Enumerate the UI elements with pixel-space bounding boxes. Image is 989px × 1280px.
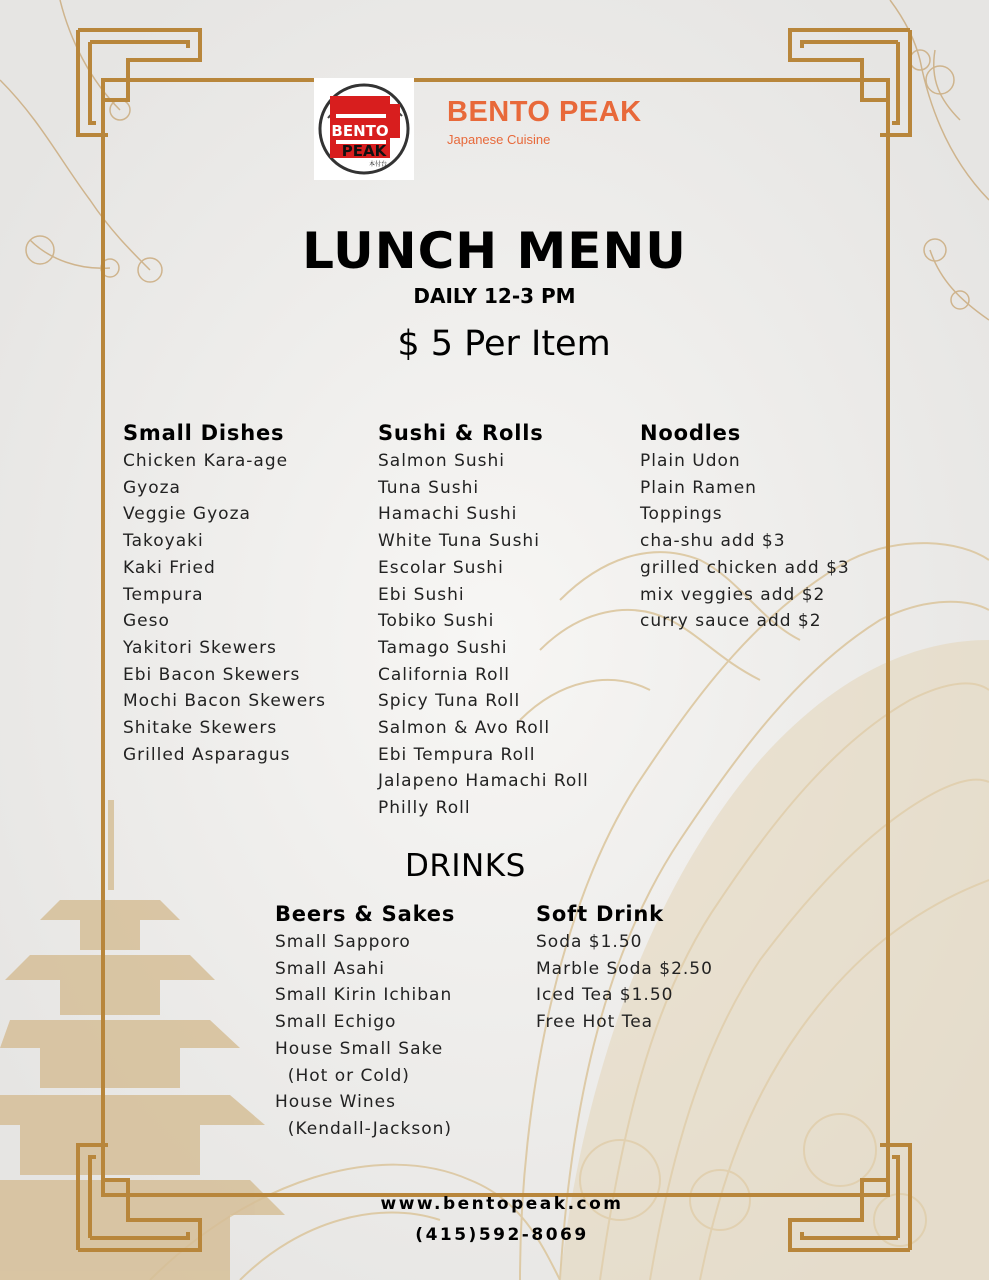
menu-item: Jalapeno Hamachi Roll <box>378 771 589 792</box>
svg-text:本付台: 本付台 <box>368 161 388 168</box>
drinks-heading: DRINKS <box>405 848 526 884</box>
section-sushi-rolls <box>378 418 589 822</box>
menu-item: House Small Sake <box>275 1038 444 1059</box>
menu-item: Geso <box>123 611 170 632</box>
bento-peak-logo <box>314 78 414 180</box>
section-heading: Small Dishes <box>123 421 285 445</box>
menu-item: Plain Udon <box>640 451 741 471</box>
menu-item-list <box>536 929 713 1036</box>
menu-item: Salmon & Avo Roll <box>378 718 551 739</box>
menu-item: Hamachi Sushi <box>378 504 518 525</box>
section-beers-sakes <box>275 899 455 1143</box>
menu-item: Soda $1.50 <box>536 932 643 952</box>
menu-item: curry sauce add $2 <box>640 611 822 632</box>
menu-item: White Tuna Sushi <box>378 531 540 552</box>
section-heading: Soft Drink <box>536 902 664 926</box>
menu-item: Yakitori Skewers <box>123 637 277 658</box>
menu-item: Free Hot Tea <box>536 1012 654 1033</box>
menu-item: grilled chicken add $3 <box>640 557 850 578</box>
menu-item: (Kendall-Jackson) <box>275 1118 452 1139</box>
menu-item: Kaki Fried <box>123 557 216 578</box>
section-heading: Sushi & Rolls <box>378 421 544 445</box>
menu-title: LUNCH MENU <box>302 222 687 280</box>
menu-item: Shitake Skewers <box>123 718 278 739</box>
brand-name: BENTO PEAK <box>447 96 642 128</box>
menu-item: Small Sapporo <box>275 932 411 952</box>
menu-item: Iced Tea $1.50 <box>536 985 674 1006</box>
menu-item: Ebi Tempura Roll <box>378 744 536 765</box>
menu-item: California Roll <box>378 664 511 685</box>
menu-item: (Hot or Cold) <box>275 1065 410 1086</box>
menu-item: Small Asahi <box>275 958 386 979</box>
menu-item-list <box>640 448 850 635</box>
menu-item: Philly Roll <box>378 798 471 819</box>
menu-item: Tempura <box>123 584 204 605</box>
menu-item: Small Echigo <box>275 1012 397 1033</box>
menu-item: Chicken Kara-age <box>123 451 289 471</box>
menu-item: Plain Ramen <box>640 477 757 498</box>
menu-item-list <box>275 929 455 1143</box>
menu-item: Spicy Tuna Roll <box>378 691 521 712</box>
menu-item: Grilled Asparagus <box>123 744 291 765</box>
menu-item: Takoyaki <box>123 531 204 552</box>
section-small-dishes <box>123 418 326 768</box>
menu-item: mix veggies add $2 <box>640 584 826 605</box>
menu-item: House Wines <box>275 1092 396 1113</box>
section-soft-drink <box>536 899 713 1036</box>
menu-item: Tobiko Sushi <box>378 611 495 632</box>
menu-item: Small Kirin Ichiban <box>275 985 453 1006</box>
section-heading: Beers & Sakes <box>275 902 456 926</box>
section-heading: Noodles <box>640 421 742 445</box>
website-link[interactable]: www.bentopeak.com <box>380 1194 624 1214</box>
menu-item: Gyoza <box>123 477 181 498</box>
svg-text:BENTO: BENTO <box>331 122 389 140</box>
menu-item: Veggie Gyoza <box>123 504 251 525</box>
menu-item: Tuna Sushi <box>378 477 480 498</box>
menu-item: Ebi Bacon Skewers <box>123 664 301 685</box>
menu-price: $ 5 Per Item <box>397 324 611 364</box>
menu-item: Toppings <box>640 504 723 525</box>
menu-item: Salmon Sushi <box>378 451 505 471</box>
menu-item-list <box>123 448 326 768</box>
menu-item: Mochi Bacon Skewers <box>123 691 327 712</box>
menu-hours: DAILY 12-3 PM <box>413 284 576 308</box>
phone-number[interactable]: (415)592-8069 <box>415 1225 589 1245</box>
menu-item: Ebi Sushi <box>378 584 465 605</box>
menu-item-list <box>378 448 589 822</box>
section-noodles <box>640 418 850 635</box>
menu-item: Escolar Sushi <box>378 557 504 578</box>
brand-tagline: Japanese Cuisine <box>447 132 551 147</box>
menu-item: cha-shu add $3 <box>640 531 786 552</box>
menu-item: Tamago Sushi <box>378 637 508 658</box>
menu-item: Marble Soda $2.50 <box>536 958 713 979</box>
svg-text:PEAK: PEAK <box>341 142 387 160</box>
